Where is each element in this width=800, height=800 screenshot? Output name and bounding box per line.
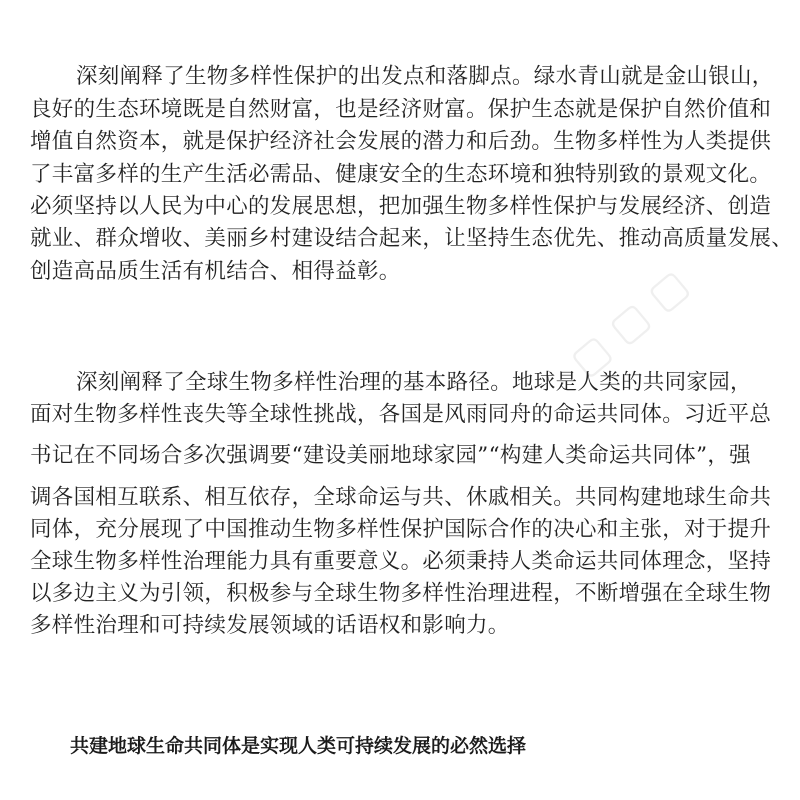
paragraph-line: 创造高品质生活有机结合、相得益彰。 xyxy=(30,259,401,284)
paragraph-line: 同体，充分展现了中国推动生物多样性保护国际合作的决心和主张，对于提升 xyxy=(30,517,772,542)
paragraph-line: 以多边主义为引领，积极参与全球生物多样性治理进程，不断增强在全球生物 xyxy=(30,581,772,606)
paragraph-line: 深刻阐释了全球生物多样性治理的基本路径。地球是人类的共同家园， xyxy=(76,370,752,395)
paragraph-line: 深刻阐释了生物多样性保护的出发点和落脚点。绿水青山就是金山银山， xyxy=(76,64,774,89)
paragraph-line: 增值自然资本，就是保护经济社会发展的潜力和后劲。生物多样性为人类提供 xyxy=(30,129,772,154)
watermark: ▢ ▢ ▢ xyxy=(561,260,698,386)
paragraph-line: 书记在不同场合多次强调要“建设美丽地球家园”“构建人类命运共同体”，强 xyxy=(30,443,751,468)
section-heading: 共建地球生命共同体是实现人类可持续发展的必然选择 xyxy=(70,735,527,757)
paragraph-line: 全球生物多样性治理能力具有重要意义。必须秉持人类命运共同体理念，坚持 xyxy=(30,549,772,574)
paragraph-line: 就业、群众增收、美丽乡村建设结合起来，让坚持生态优先、推动高质量发展、 xyxy=(30,226,794,251)
paragraph-line: 了丰富多样的生产生活必需品、健康安全的生态环境和独特别致的景观文化。 xyxy=(30,162,772,187)
paragraph-line: 面对生物多样性丧失等全球性挑战，各国是风雨同舟的命运共同体。习近平总 xyxy=(30,402,772,427)
paragraph-line: 必须坚持以人民为中心的发展思想，把加强生物多样性保护与发展经济、创造 xyxy=(30,194,772,219)
paragraph-line: 多样性治理和可持续发展领域的话语权和影响力。 xyxy=(30,613,510,638)
paragraph-line: 良好的生态环境既是自然财富，也是经济财富。保护生态就是保护自然价值和 xyxy=(30,97,772,122)
paragraph-line: 调各国相互联系、相互依存，全球命运与共、休戚相关。共同构建地球生命共 xyxy=(30,485,772,510)
